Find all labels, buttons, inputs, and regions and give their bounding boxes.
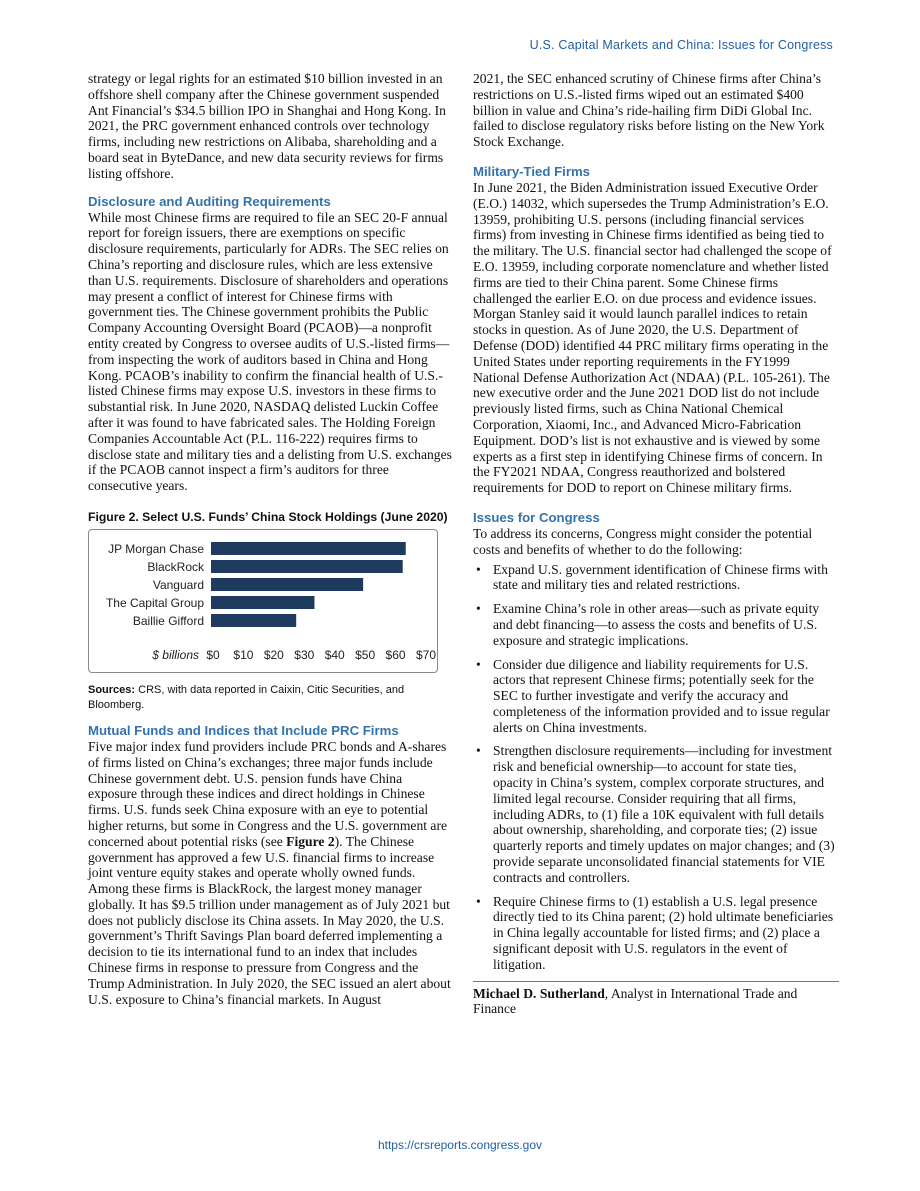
bar (211, 596, 314, 609)
intro-paragraph: strategy or legal rights for an estimated $10 billion invested in an offshore shell company after the Chinese government suspended Ant Financial’s $34.5 billion IPO in Shanghai and Hong Kong. In 2021, the PRC government enhanced controls over technology firms, including new restrictions on Alibaba, shareholding and a board seat in ByteDance, and new data security reviews for firms listing offshore. (88, 71, 446, 181)
mutual-text-a: Five major index fund providers include PRC bonds and A-shares of firms listed on China’s exchanges; three major funds include Chinese government debt. U.S. pension funds have China exposure through these indices and direct holdings in Chinese firms. U.S. funds seek China exposure with an eye to potential higher returns, but some in Congress and the U.S. government are concerned about potential risks (see (88, 738, 448, 849)
category-label: BlackRock (147, 559, 204, 574)
continuation-paragraph: 2021, the SEC enhanced scrutiny of Chinese firms after China’s restrictions on U.S.-listed firms wiped out an estimated $400 billion in value and China’s ride-hailing firm DiDi Global Inc. failed to disclose regulatory risks before listing on the New York Stock Exchange. (473, 71, 825, 150)
mutual-funds-paragraph (88, 739, 452, 1008)
bullet-icon: • (476, 561, 481, 577)
issues-heading: Issues for Congress (473, 509, 600, 525)
issues-list (473, 562, 839, 973)
list-item (473, 743, 839, 885)
holdings-chart (88, 529, 438, 673)
bullet-icon: • (476, 893, 481, 909)
bullet-icon: • (476, 656, 481, 672)
right-column (473, 71, 839, 1017)
x-tick-label: $60 (385, 647, 406, 662)
list-item (473, 657, 839, 736)
category-label: Vanguard (152, 577, 204, 592)
author-title: , Analyst in International Trade and Finance (473, 985, 798, 1017)
author-name: Michael D. Sutherland (473, 985, 605, 1001)
x-tick-label: $0 (206, 647, 220, 662)
sources-label: Sources: (88, 683, 136, 696)
footer-url[interactable]: https://crsreports.congress.gov (377, 1138, 543, 1152)
sources-text: CRS, with data reported in Caixin, Citic Securities, and Bloomberg. (88, 683, 405, 711)
list-item (473, 562, 839, 594)
list-item-text: Require Chinese firms to (1) establish a U.S. legal presence directly tied to its China parent; (2) hold ultimate beneficiaries in China legally accountable for listed firms; and (2) place a significant deposit with U.S. regulators in the event of litigation. (493, 893, 834, 972)
category-label: JP Morgan Chase (108, 541, 204, 556)
list-item (473, 601, 839, 648)
list-item-text: Consider due diligence and liability requirements for U.S. actors that represent Chinese firms; potentially seek for the SEC to further investigate and verify the accuracy and completeness of the information provided and to issue regular alerts on China investments. (493, 656, 830, 735)
bullet-icon: • (476, 601, 481, 617)
x-tick-label: $40 (324, 647, 345, 662)
author-divider (473, 981, 839, 982)
category-label: The Capital Group (105, 595, 204, 610)
holdings-chart-svg (89, 530, 439, 674)
left-column (88, 71, 452, 1007)
x-tick-label: $20 (263, 647, 284, 662)
author-line (473, 986, 839, 1018)
issues-intro: To address its concerns, Congress might consider the potential costs and benefits of whether to do the following: (473, 525, 813, 557)
disclosure-heading: Disclosure and Auditing Requirements (88, 193, 331, 209)
bar (211, 560, 403, 573)
x-tick-label: $10 (233, 647, 254, 662)
bar (211, 542, 406, 555)
list-item (473, 894, 839, 973)
x-tick-label: $30 (294, 647, 315, 662)
figure-2-reference[interactable]: Figure 2 (286, 833, 335, 849)
mutual-text-b: ). The Chinese government has approved a few U.S. financial firms to increase joint venture equity stakes and operate wholly owned funds. Among these firms is BlackRock, the largest money manager globally. It has $9.5 trillion under management as of July 2021 but does not publicly disclose its China assets. In May 2020, the U.S. government’s Thrift Savings Plan board deferred implementing a decision to tie its international fund to an index that includes Chinese firms in response to pressure from Congress and the Trump Administration. In July 2020, the SEC issued an alert about U.S. exposure to China’s financial markets. In August (88, 833, 451, 1007)
mutual-funds-heading: Mutual Funds and Indices that Include PRC Firms (88, 722, 399, 738)
military-paragraph: In June 2021, the Biden Administration issued Executive Order (E.O.) 14032, which supersedes the Trump Administration’s E.O. 13959, prohibiting U.S. persons (including financial services firms) from investing in Chinese firms identified as being tied to the military. The U.S. financial sector had challenged the scope of E.O. 13959, including corporate nomenclature and whether listed firms are tied to their China parent. Some Chinese firms challenged the earlier E.O. on due process and evidence issues. Morgan Stanley said it would launch parallel indices to retain stocks in question. As of June 2020, the U.S. Department of Defense (DOD) identified 44 PRC military firms operating in the United States under reporting requirements in the FY1999 National Defense Authorization Act (NDAA) (P.L. 105-261). The new executive order and the June 2021 DOD list do not include previously listed firms, such as China National Chemical Corporation, Xiaomi, Inc., and Advanced Micro-Fabrication Equipment. DOD’s list is not exhaustive and is viewed by some experts as a first step in identifying Chinese firms of concern. In the FY2021 NDAA, Congress reauthorized and bolstered requirements for DOD to report on Chinese military firms. (473, 179, 832, 496)
list-item-text: Strengthen disclosure requirements—including for investment risk and beneficial ownership—to account for state ties, opacity in China’s system, complex corporate structures, and limited legal recourse. Consider requiring that all firms, including ADRs, to (1) file a 10K equivalent with full details about ownership, shareholding, and corporate ties; (2) issue quarterly reports and timely updates on major changes; and (3) provide separate unconsolidated financial statements for VIE contracts and controllers. (493, 743, 835, 885)
x-tick-label: $70 (415, 647, 437, 662)
figure-title: Figure 2. Select U.S. Funds’ China Stock Holdings (June 2020) (88, 509, 448, 524)
figure-sources (88, 683, 452, 713)
x-axis-label: $ billions (152, 647, 199, 662)
x-tick-label: $50 (355, 647, 376, 662)
category-label: Baillie Gifford (132, 613, 204, 628)
list-item-text: Examine China’s role in other areas—such as private equity and debt financing—to assess the costs and benefits of U.S. exposure and strategic implications. (493, 601, 820, 648)
running-header: U.S. Capital Markets and China: Issues for Congress (529, 38, 833, 52)
disclosure-paragraph: While most Chinese firms are required to file an SEC 20-F annual report for foreign issuers, there are exemptions on specific disclosure requirements, particularly for ADRs. The SEC relies on China’s reporting and disclosure rules, which are less extensive than U.S. requirements. Disclosure of shareholders and operations may present a conflict of interest for Chinese firms with government ties. The Chinese government prohibits the Public Company Accounting Oversight Board (PCAOB)—a nonprofit entity created by Congress to oversee audits of U.S.-listed firms—from inspecting the work of auditors based in China and Hong Kong. PCAOB’s inability to confirm the financial health of U.S.-listed Chinese firms may expose U.S. investors in these firms to substantial risk. In June 2020, NASDAQ delisted Luckin Coffee after it was found to have fabricated sales. The Holding Foreign Companies Accountable Act (P.L. 116-222) requires firms to disclose state and military ties and a delisting from U.S. exchanges if the PCAOB cannot inspect a firm’s auditors for three consecutive years. (88, 209, 452, 494)
list-item-text: Expand U.S. government identification of Chinese firms with state and military ties and related restrictions. (493, 561, 828, 593)
bullet-icon: • (476, 743, 481, 759)
military-heading: Military-Tied Firms (473, 163, 591, 179)
bar (211, 614, 296, 627)
bar (211, 578, 363, 591)
